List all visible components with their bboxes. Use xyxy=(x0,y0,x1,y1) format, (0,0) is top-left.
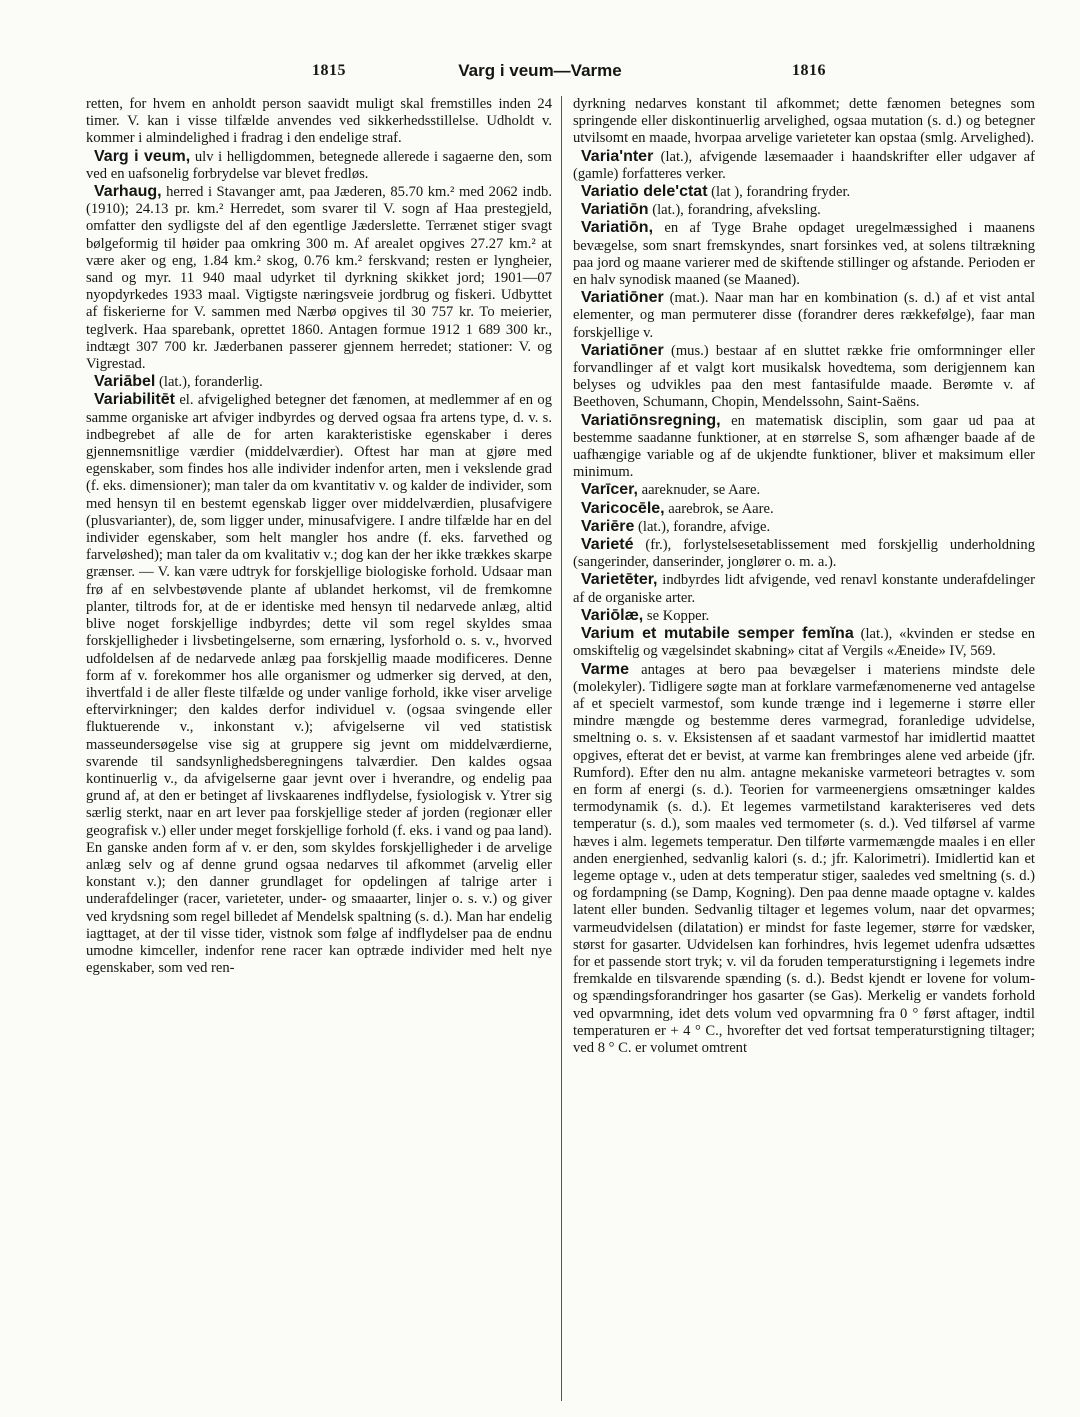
entry-headword: Variōlæ, xyxy=(581,606,644,624)
dictionary-entry-variant xyxy=(573,148,1035,183)
entry-headword: Varieté xyxy=(581,536,634,554)
dictionary-entry-variation1 xyxy=(573,201,1035,219)
dictionary-entry-variabel xyxy=(86,373,552,391)
entry-headword: Variatiōn xyxy=(581,201,649,219)
entry-headword: Variatiōn, xyxy=(581,219,654,237)
entry-headword: Variatiōnsregning, xyxy=(581,411,721,429)
dictionary-entry-varicocele xyxy=(573,500,1035,518)
page-number-left: 1815 xyxy=(312,62,346,79)
entry-body: se Kopper. xyxy=(643,607,710,624)
dictionary-entry-varg xyxy=(86,148,552,183)
dictionary-entry-variationer1 xyxy=(573,289,1035,342)
right-column xyxy=(573,96,1035,1406)
entry-headword: Varietēter, xyxy=(581,571,658,589)
dictionary-entry-variation2 xyxy=(573,219,1035,289)
entry-body: el. afvigelighed betegner det fænomen, at medlemmer af en og samme organiske art afviger indbyrdes og derved ogsaa fra artens type, d. v. s. indbegrebet af alle de for arten karakteristiske egenskaber i deres gjennemsnitlige værdier (middelværdier). Oftest har man at gjøre med egenskaber, som findes hos alle individer indenfor arten, men i vekslende grad (f. eks. dimensioner); man taler da om kvantitativ v. og kalder de individer, som med hensyn til en bestemt egenskab ligger over middelværdien, plusafvigere (plusvarianter), de, som ligger under, minusafvigere. I andre tilfælde har en del individer egenskaber, som helt mangler hos andre (f. eks. farvethed og farveløshed); man taler da om kvalitativ v.; dog kan der her ikke trækkes skarpe grænser. — V. kan være udtryk for forskjellige biologiske forhold. Udsaar man frø af en selvbestøvende plante af ublandet herkomst, vil de fremkomne planter, tiltrods for, at de er identiske med hensyn til nedarvede anlæg, altid blive noget forskjellige indbyrdes; dette vil som regel skyldes smaa forskjelligheder i livsbetingelserne, som ernæring, lysforhold o. s. v., hvorved udfoldelsen af de nedarvede anlæg paa forskjellig maade modificeres. Denne form af v. forekommer hos alle organismer og udmerker sig derved, at den, ihvertfald i de aller fleste tilfælde og under vanlige forhold, ikke viser arvelige eftervirkninger; den kaldes derfor individuel v. (ogsaa svingende eller fluktuerende v., inkonstant v.); afvigelserne vil ved statistisk masseundersøgelse vise sig at gruppere sig jevnt om middelværdierne, svarende til sandsynlighedsberegningens talværdier. Den kaldes ogsaa kontinuerlig v., da afvigelserne gaar jevnt over i hverandre, og endelig paa grund af, at den er betinget af livskaarenes indflydelse, fysiologisk v. Ytrer sig særlig sterkt, naar en art lever paa forskjellige steder af jorden (regionær eller geografisk v.) eller under meget forskjellige forhold (f. eks. i vand og paa land). En ganske anden form af v. er den, som skyldes forskjelligheder i de arvelige anlæg selv og af denne grund ogsaa nedarves til afkommet (arvelig eller konstant v.); den danner grundlaget for opdelingen af talrige arter i underafdelinger (racer, varieteter, under- og smaaarter, linjer o. s. v.) og giver ved krydsning som regel billedet af Mendelsk spaltning (s. d.). Man har endelig iagttaget, at der til visse tider, vistnok som følge af indflydelser paa de endnu umodne kimceller, indenfor rene racer kan optræde individer med helt nye egenskaber, som ved ren- xyxy=(86,392,552,977)
entry-headword: Varium et mutabile semper femĭna xyxy=(581,625,854,643)
entry-body: (lat.), forandre, afvige. xyxy=(634,518,771,535)
entry-body: (lat.), afvigende læsemaader i haandskrifter eller udgaver af (gamle) forfatteres verker. xyxy=(573,148,1035,182)
column-divider xyxy=(561,96,562,1401)
dictionary-entry-cont xyxy=(86,96,552,148)
entry-headword: Varīcer, xyxy=(581,481,638,499)
dictionary-entry-variationer2 xyxy=(573,342,1035,412)
entry-headword: Varhaug, xyxy=(94,183,162,201)
entry-body: (lat.), forandring, afveksling. xyxy=(648,202,821,219)
entry-headword: Varg i veum, xyxy=(94,147,191,165)
dictionary-entry-varicer xyxy=(573,481,1035,499)
entry-headword: Variēre xyxy=(581,517,635,535)
entry-body: en af Tyge Brahe opdaget uregelmæssighed i maanens bevægelse, som snart fremskyndes, snart forsinkes ved, at solens tiltrækning paa jord og maane varierer med de skiftende stillinger og afstande. Perioden er en halv synodisk maaned (se Maaned). xyxy=(573,220,1035,289)
dictionary-entry-cont2 xyxy=(573,96,1035,148)
dictionary-entry-variabilitet xyxy=(86,391,552,977)
entry-body: ulv i helligdommen, betegnede allerede i sagaerne den, som ved en uafsonelig forbrydelse var blevet fredløs. xyxy=(86,148,552,182)
entry-headword: Variatio dele'ctat xyxy=(581,183,708,201)
dictionary-entry-variatio xyxy=(573,183,1035,201)
entry-body: (lat.), «kvinden er stedse en omskiftelig og vægelsindet skabning» citat af Vergils «Æneide» IV, 569. xyxy=(573,626,1035,660)
entry-headword: Variabilitēt xyxy=(94,391,175,409)
entry-body: aareknuder, se Aare. xyxy=(637,482,761,499)
dictionary-entry-variolae xyxy=(573,607,1035,625)
left-column xyxy=(86,96,552,1406)
dictionary-entry-variete xyxy=(573,536,1035,571)
entry-body: dyrkning nedarves konstant til afkommet; dette fænomen betegnes som springende eller diskontinuerlig arvelighed, ogsaa mutation (s. d.) og betegner utvilsomt en maade, hvorpaa arvelige varieteter kan opstaa (smlg. Arvelighed). xyxy=(573,96,1035,147)
entry-body: antages at bero paa bevægelser i materiens mindste dele (molekyler). Tidligere søgte man at forklare varmefænomenerne ved antagelse af et specielt varmestof, som kunde trænge ind i legemerne i større eller mindre mængde og bestemme deres varmegrad, foranledige udvidelse, smeltning o. s. v. Eksistensen af et saadant varmestof har imidlertid maattet opgives, efterat det er bevist, at varme kan frembringes alene ved arbeide (jfr. Rumford). Efter den nu alm. antagne mekaniske varmeteori betragtes v. som en form af energi (s. d.). Teorien for varmeenergiens omsætninger kaldes termodynamik (s. d.). Et legemes varmetilstand karakteriseres ved dets temperatur (s. d.), som maales ved termometer (s. d.). Ved tilførsel af varme hæves i alm. legemets temperatur. Den tilførte varmemængde maales i en eller anden energienhed, sedvanlig kalori (s. d.; jfr. Kalorimetri). Imidlertid kan et legeme optage v., uden at dets temperatur stiger, saaledes ved smeltning (s. d.) og fordampning (se Damp, Kogning). Den paa denne maade optagne v. kaldes latent eller bunden. Sedvanlig tiltager et legemes volum, naar det opvarmes; varmeudvidelsen (dilatation) er mindst for faste legemer, større for vædsker, størst for gasarter. Udvidelsen kan forhindres, hvis legemet udenfra udsættes for et passende stort tryk; v. vil da foruden temperaturstigning i legemets indre fremkalde en tilsvarende spænding (s. d.). Bedst kjendt er lovene for volum- og spændingsforandringer hos gasarter (se Gas). Merkelig er vandets forhold ved opvarmning, idet dets volum ved opvarmning fra 0 ° først aftager, indtil temperaturen er + 4 ° C., hvorefter det ved fortsat temperaturstigning tiltager; ved 8 ° C. er volumet omtrent xyxy=(573,661,1035,1056)
entry-body: en matematisk disciplin, som gaar ud paa at bestemme saadanne funktioner, at en størrelse S, som afhænger baade af de uafhængige variable og af de ukjendte funktioner, bliver et maksimum eller minimum. xyxy=(573,412,1035,481)
running-title: Varg i veum—Varme xyxy=(458,61,622,80)
page-header xyxy=(0,62,1080,86)
entry-body: (mat.). Naar man har en kombination (s. d.) af et vist antal elementer, og man permuterer disse (forandrer deres rækkefølge), faar man forskjellige v. xyxy=(573,290,1035,341)
entry-body: aarebrok, se Aare. xyxy=(664,500,774,517)
entry-body: (fr.), forlystelsesetablissement med forskjellig underholdning (sangerinder, danserinder, jonglører o. m. a.). xyxy=(573,537,1035,571)
entry-body: indbyrdes lidt afvigende, ved renavl konstante underafdelinger af de organiske arter. xyxy=(573,572,1035,606)
entry-headword: Varicocēle, xyxy=(581,499,665,517)
page-number-right: 1816 xyxy=(792,62,826,79)
entry-headword: Variatiōner xyxy=(581,341,664,359)
dictionary-entry-variere xyxy=(573,518,1035,536)
dictionary-entry-varieteter xyxy=(573,571,1035,606)
entry-body: retten, for hvem en anholdt person saavidt muligt skal fremstilles inden 24 timer. V. kan i visse tilfælde anvendes ved sikkerhedsstillelse. Udholdt v. kommer i almindelighed i fradrag i den endelige straf. xyxy=(86,96,552,147)
entry-headword: Variatiōner xyxy=(581,289,664,307)
entry-headword: Varia'nter xyxy=(581,147,654,165)
dictionary-entry-varhaug xyxy=(86,183,552,373)
entry-body: (lat.), foranderlig. xyxy=(155,374,263,391)
entry-headword: Variābel xyxy=(94,373,156,391)
dictionary-entry-varme xyxy=(573,661,1035,1058)
entry-body: (mus.) bestaar af en sluttet række frie omformninger eller forvandlinger af et valgt kort musikalsk hovedtema, som derigjennem kan belyses og udvikles paa den mest fantasifulde maade. Berømte v. af Beethoven, Schumann, Chopin, Mendelssohn, Saint-Saëns. xyxy=(573,342,1035,411)
dictionary-entry-variationsregning xyxy=(573,412,1035,482)
entry-body: herred i Stavanger amt, paa Jæderen, 85.70 km.² med 2062 indb. (1910); 24.13 pr. km.² Herredet, som svarer til V. sogn af Haa prestegjeld, omfatter den sydligste del af den egentlige Jæderslette. Terrænet stiger svagt bølgeformig til høider paa omkring 300 m. Af arealet opgives 27.27 km.² at være aker og eng, 1.84 km.² skog, 0.76 km.² ferskvand; resten er lyngheier, sand og myr. 11 940 maal udyrket til dyrkning skikket jord; 1901—07 nyopdyrkedes 1933 maal. Vigtigste næringsveie jordbrug og fiskeri. Udbyttet af fiskerierne for V. sammen med Nærbø opgives til 30 757 kr. To meierier, teglverk. Haa sparebank, oprettet 1860. Antagen formue 1912 1 689 300 kr., indtægt 307 700 kr. Jæderbanen passerer gjennem herredet; stationer: V. og Vigrestad. xyxy=(86,184,552,373)
dictionary-entry-varium xyxy=(573,625,1035,660)
entry-headword: Varme xyxy=(581,660,630,678)
entry-body: (lat ), forandring fryder. xyxy=(707,184,851,201)
